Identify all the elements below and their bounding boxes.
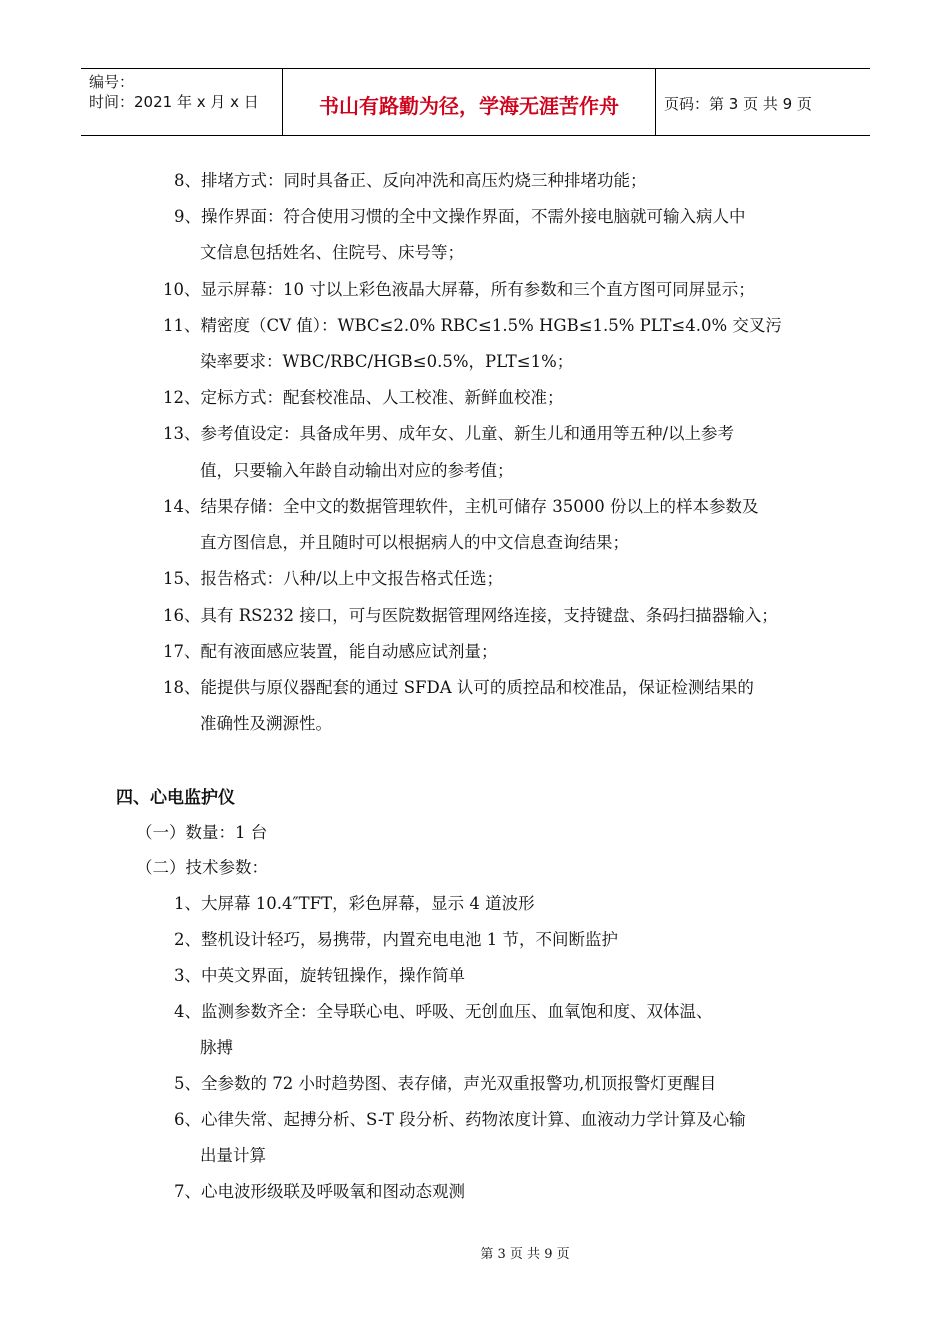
header-motto: 书山有路勤为径，学海无涯苦作舟 (283, 69, 656, 135)
list-item: 9、操作界面：符合使用习惯的全中文操作界面，不需外接电脑就可输入病人中 (174, 207, 746, 226)
page-footer: 第 3 页 共 9 页 (480, 1247, 570, 1262)
number-label: 编号： (89, 73, 135, 91)
header-page-info: 页码：第 3 页 共 9 页 (664, 94, 812, 113)
params-title: （二）技术参数： (136, 858, 268, 877)
list-item-continuation: 值，只要输入年龄自动输出对应的参考值； (200, 461, 514, 480)
list-item: 8、排堵方式：同时具备正、反向冲洗和高压灼烧三种排堵功能； (174, 171, 647, 190)
list-item: 16、具有 RS232 接口，可与医院数据管理网络连接，支持键盘、条码扫描器输入； (163, 606, 778, 625)
list-item: 11、精密度（CV 值）：WBC≤2.0% RBC≤1.5% HGB≤1.5% PLT≤4.0% 交叉污 (163, 316, 782, 335)
list-item-continuation: 出量计算 (200, 1146, 266, 1165)
list-item-continuation: 文信息包括姓名、住院号、床号等； (200, 243, 464, 262)
list-item-continuation: 脉搏 (200, 1038, 233, 1057)
time-label: 时间：2021 年 x 月 x 日 (89, 93, 259, 111)
list-item-continuation: 准确性及溯源性。 (200, 714, 332, 733)
section-heading: 四、心电监护仪 (116, 788, 235, 808)
list-item-continuation: 染率要求：WBC/RBC/HGB≤0.5%，PLT≤1%； (200, 352, 574, 371)
list-item: 12、定标方式：配套校准品、人工校准、新鲜血校准； (163, 388, 564, 407)
list-item: 17、配有液面感应装置，能自动感应试剂量； (163, 642, 498, 661)
list-item: 2、整机设计轻巧，易携带，内置充电电池 1 节，不间断监护 (174, 930, 618, 949)
header-meta (81, 69, 283, 135)
list-item: 4、监测参数齐全：全导联心电、呼吸、无创血压、血氧饱和度、双体温、 (174, 1002, 713, 1021)
list-item: 6、心律失常、起搏分析、S-T 段分析、药物浓度计算、血液动力学计算及心输 (174, 1110, 746, 1129)
document-header (81, 68, 870, 136)
list-item: 15、报告格式：八种/以上中文报告格式任选； (163, 569, 504, 588)
list-item: 13、参考值设定：具备成年男、成年女、儿童、新生儿和通用等五种/以上参考 (163, 424, 735, 443)
list-item: 10、显示屏幕：10 寸以上彩色液晶大屏幕，所有参数和三个直方图可同屏显示； (163, 280, 755, 299)
quantity-line: （一）数量：1 台 (136, 823, 268, 842)
list-item: 5、全参数的 72 小时趋势图、表存储，声光双重报警功,机顶报警灯更醒目 (174, 1074, 717, 1093)
list-item: 18、能提供与原仪器配套的通过 SFDA 认可的质控品和校准品，保证检测结果的 (163, 678, 754, 697)
list-item: 3、中英文界面，旋转钮操作，操作简单 (174, 966, 465, 985)
list-item: 1、大屏幕 10.4″TFT，彩色屏幕，显示 4 道波形 (174, 894, 535, 913)
list-item-continuation: 直方图信息，并且随时可以根据病人的中文信息查询结果； (200, 533, 629, 552)
list-item: 14、结果存储：全中文的数据管理软件，主机可储存 35000 份以上的样本参数及 (163, 497, 759, 516)
list-item: 7、心电波形级联及呼吸氧和图动态观测 (174, 1182, 465, 1201)
